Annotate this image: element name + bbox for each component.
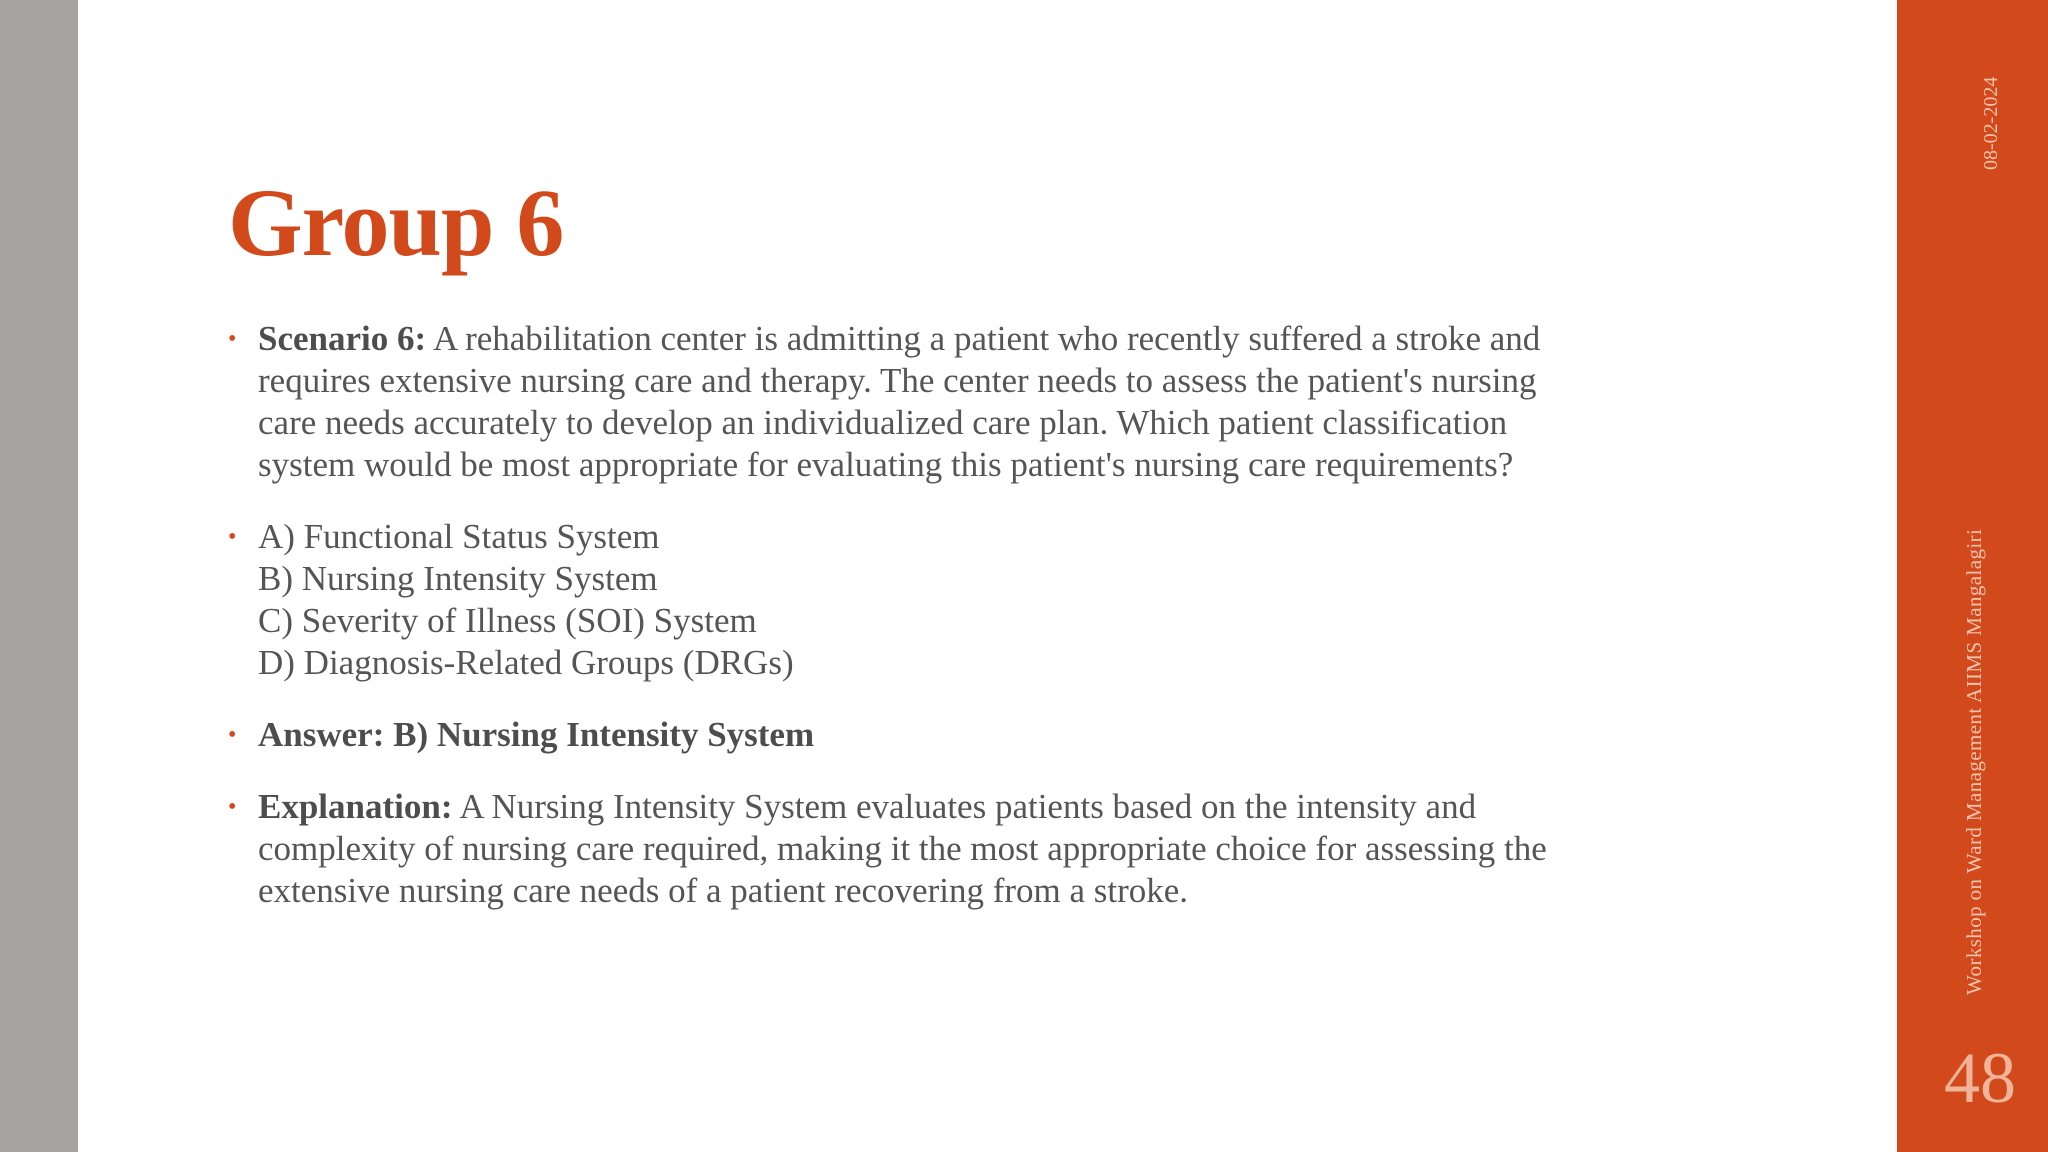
answer-text: Answer: B) Nursing Intensity System (258, 715, 815, 754)
option-c: C) Severity of Illness (SOI) System (258, 601, 757, 640)
slide-content (228, 318, 1648, 942)
scenario-label: Scenario 6: (258, 319, 427, 358)
scenario-line-4: system would be most appropriate for evaluating this patient's nursing care requirements? (258, 445, 1514, 484)
option-d: D) Diagnosis-Related Groups (DRGs) (258, 643, 794, 682)
options-bullet (228, 516, 1648, 684)
bullet-dot: • (228, 524, 237, 550)
left-accent-bar (0, 0, 78, 1152)
explanation-line-2: complexity of nursing care required, making it the most appropriate choice for assessing the (258, 829, 1547, 868)
scenario-line-1 (258, 318, 1648, 360)
option-a: A) Functional Status System (258, 517, 660, 556)
slide-date: 08-02-2024 (1980, 76, 2002, 170)
answer-bullet (228, 714, 1648, 756)
explanation-label: Explanation: (258, 787, 453, 826)
scenario-text-1: A rehabilitation center is admitting a patient who recently suffered a stroke and (426, 319, 1541, 358)
explanation-line-3: extensive nursing care needs of a patient recovering from a stroke. (258, 871, 1189, 910)
explanation-text-1: A Nursing Intensity System evaluates patients based on the intensity and (452, 787, 1477, 826)
scenario-line-3: care needs accurately to develop an individualized care plan. Which patient classification (258, 403, 1508, 442)
scenario-bullet (228, 318, 1648, 486)
slide-number: 48 (1944, 1038, 2016, 1118)
slide-footer: Workshop on Ward Management AIIMS Mangalagiri (1962, 528, 1986, 995)
bullet-dot: • (228, 794, 237, 820)
explanation-line-1 (258, 786, 1648, 828)
scenario-line-2: requires extensive nursing care and therapy. The center needs to assess the patient's nursing (258, 361, 1537, 400)
option-b: B) Nursing Intensity System (258, 559, 658, 598)
bullet-dot: • (228, 326, 237, 352)
bullet-dot: • (228, 722, 237, 748)
explanation-bullet (228, 786, 1648, 912)
slide-title: Group 6 (228, 169, 564, 276)
